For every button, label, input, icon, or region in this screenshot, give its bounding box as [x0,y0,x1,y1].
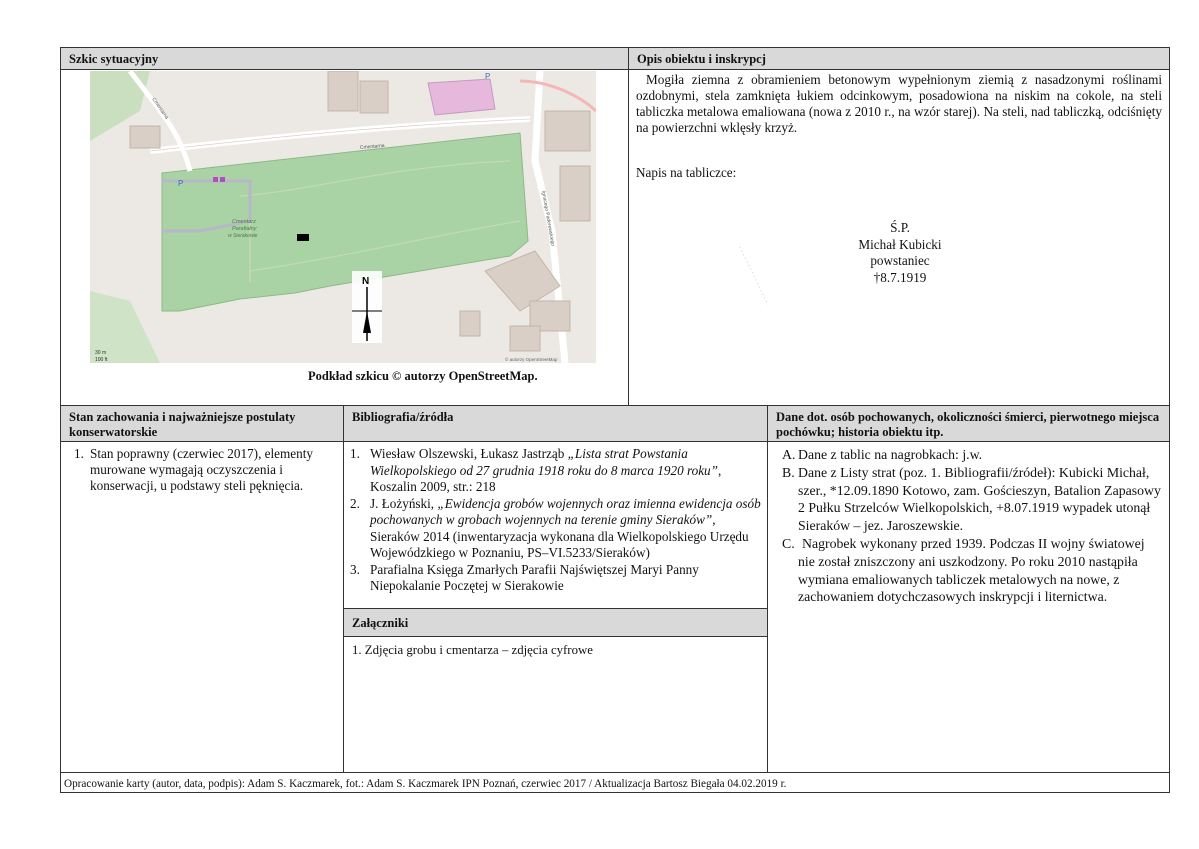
bib-num: 3. [350,561,360,577]
bib-text: Parafialna Księga Zmarłych Parafii Najświętszej Maryi Panny Niepokalanie Poczętej w Sierakowie [370,561,699,593]
opis-paragraph: Mogiła ziemna z obramieniem betonowym wypełnionym ziemią z nasadzonymi roślinami ozdobnymi, stela zamknięta łukiem odcinkowym, posadowiona na niskim na cokole, na steli tabliczka metalowa emaliowana (nowa z 2010 r., na wzór starej). Na steli, nad tabliczką, odciśnięty na powierzchni wklęsły krzyż. [636,72,1162,135]
dane-text: Nagrobek wykonany przed 1939. Podczas II wojny światowej nie został zniszczony ani uszkodzony. Po roku 2010 nastąpiła wymiana emaliowanych tabliczek metalowych na nowe, z zachowaniem dotychczasowych inskrypcji i liternictwa. [798,535,1145,605]
map-caption: Podkład szkicu © autorzy OpenStreetMap. [308,369,538,383]
north-arrow-icon [352,271,382,343]
header-bibliografia: Bibliografia/źródła [344,406,767,442]
grave-marker [297,234,309,241]
header-zalaczniki: Załączniki [344,609,767,637]
bib-text: J. Łożyński, [370,495,438,511]
cemetery-label-3: w Sierakowie [228,233,258,239]
dane-letter: A. [782,447,796,462]
scale-ft: 100 ft [95,357,108,363]
inscription-line-1: Ś.P. [890,220,910,235]
bibliography-list [348,446,762,595]
cemetery-label-2: Parafialny [232,226,257,232]
dane-letter: C. [782,535,795,551]
bib-num: 1. [350,446,360,461]
header-stan: Stan zachowania i najważniejsze postulaty konserwatorskie [61,406,343,442]
bib-title: „Ewidencja grobów wojennych oraz imienna ewidencja osób pochowanych w grobach wojennych na terenie gminy Sieraków” [370,495,761,527]
bibliography-item [348,496,762,562]
inscription [800,220,1000,286]
street-label-3: Ignacego Paderewskiego [540,190,556,247]
dane-item [782,464,1162,535]
footer-credits: Opracowanie karty (autor, data, podpis): Adam S. Kaczmarek, fot.: Adam S. Kaczmarek IPN Poznań, czerwiec 2017 / Aktualizacja Bartosz Biegała 04.02.2019 r. [64,778,787,790]
stan-text: Stan poprawny (czerwiec 2017), elementy murowane wymagają oczyszczenia i konserwacji, u podstawy steli pęknięcia. [90,446,314,493]
header-opis: Opis obiektu i inskrypcj [629,48,1169,70]
inscription-line-3: powstaniec [870,253,930,268]
dane-text: Dane z tablic na nagrobkach: j.w. [798,447,983,462]
divider-top [628,48,629,405]
svg-text:N: N [362,276,370,287]
bibliography-item [348,446,762,496]
bib-num: 2. [350,495,360,511]
stan-num: 1. [74,446,84,461]
bib-text: Wiesław Olszewski, Łukasz Jastrząb [370,446,568,461]
parking-label: P [178,179,184,188]
street-label-2: Cmentarna [150,96,170,121]
bib-text-end: , Sieraków 2014 (inwentaryzacja wykonana dla Wielkopolskiego Urzędu Wojewódzkiego w Poznaniu, PS–VI.5233/Sieraków) [370,512,749,560]
dane-list [782,446,1162,606]
header-szkic: Szkic sytuacyjny [61,48,628,70]
dane-item [782,446,1162,464]
divider-col1 [343,406,344,772]
bibliography-item [348,562,762,595]
napis-label: Napis na tabliczce: [636,165,737,180]
situational-map [90,71,596,363]
pink-building [428,79,495,115]
dane-letter: B. [782,464,795,480]
faint-mark [738,245,770,307]
inscription-line-4: †8.7.1919 [873,269,927,285]
dane-text: Dane z Listy strat (poz. 1. Bibliografii/źródeł): Kubicki Michał, szer., *12.09.1890 Kotowo, zam. Gościeszyn, Batalion Zapasowy 2 Pułku Strzelców Wielkopolskich, +8.07.1919 wypadek utonął Sieraków – jez. Jaroszewskie. [798,464,1161,534]
zalaczniki-item: 1. Zdjęcia grobu i cmentarza – zdjęcia cyfrowe [352,643,593,657]
dane-item [782,535,1162,606]
scale-m: 30 m [95,350,107,356]
map-attribution: © autorzy OpenStreetMap [505,357,558,362]
stan-item [74,446,336,494]
header-dane: Dane dot. osób pochowanych, okoliczności śmierci, pierwotnego miejsca pochówku; historia obiektu itp. [768,406,1169,442]
divider-col2 [767,406,768,772]
bib-text-end: , Koszalin 2009, str.: 218 [370,462,722,494]
cemetery-label-1: Cmentarz [232,219,256,225]
bib-title: „Lista strat Powstania Wielkopolskiego od 27 grudnia 1918 roku do 8 marca 1920 roku” [370,446,718,478]
inscription-line-2: Michał Kubicki [858,236,942,252]
parking-label-2: P [485,72,491,81]
street-label-1: Cmentarna [359,142,385,151]
divider-footer [61,772,1169,773]
map-svg [90,71,596,363]
